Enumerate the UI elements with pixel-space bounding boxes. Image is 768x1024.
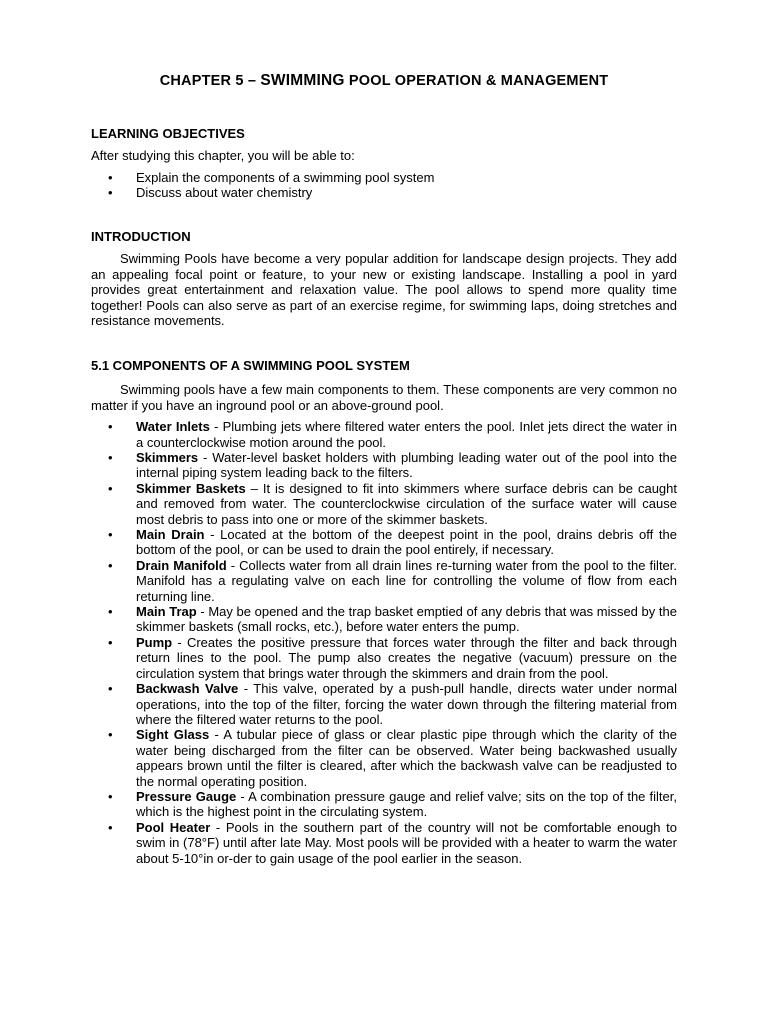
components-intro: Swimming pools have a few main components to them. These components are very common no matter if you have an inground pool or an above-ground pool. — [91, 382, 677, 413]
list-item — [136, 820, 677, 866]
component-term: Skimmers — [136, 450, 199, 465]
component-text: - Collects water from all drain lines re-turning water from the pool to the filter. Manifold has a regulating valve on each line for controlling the volume of flow from each returning line. — [136, 557, 678, 604]
component-text: - Located at the bottom of the deepest point in the pool, drains debris off the bottom of the pool, or can be used to drain the pool entirely, if necessary. — [136, 527, 677, 558]
list-item — [136, 727, 677, 789]
introduction-section — [91, 229, 677, 329]
list-item — [136, 789, 677, 820]
component-term: Pressure Gauge — [136, 788, 237, 804]
component-term: Sight Glass — [136, 727, 210, 743]
learning-objectives-list — [91, 170, 677, 201]
list-item: • Discuss about water chemistry — [136, 185, 677, 201]
learning-objectives-section — [91, 126, 677, 201]
component-term: Pool Heater — [136, 819, 211, 835]
list-item — [136, 635, 677, 681]
component-term: Pump — [136, 634, 173, 650]
component-term: Skimmer Baskets — [136, 480, 246, 496]
component-text: - Pools in the southern part of the country will not be comfortable enough to swim in (78°F) until after late May. Most pools will be provided with a heater to warm the water about 5-10°in or-der to gain usage of the pool earlier in the season. — [136, 819, 677, 866]
component-text: - Plumbing jets where filtered water enters the pool. Inlet jets direct the water in a counterclockwise motion around the pool. — [136, 419, 677, 450]
components-section — [91, 358, 677, 866]
component-text: - A tubular piece of glass or clear plastic pipe through which the clarity of the water being discharged from the filter can be observed. Water being backwashed usually appears brown until the filter is cleared, after which the backwash valve can be readjusted to the normal operating position. — [136, 727, 677, 789]
list-item: • Explain the components of a swimming pool system — [136, 170, 677, 186]
list-item — [136, 604, 677, 635]
introduction-heading: INTRODUCTION — [91, 229, 191, 244]
component-text: - A combination pressure gauge and relief valve; sits on the top of the filter, which is the highest point in the circulating system. — [136, 788, 677, 820]
chapter-title — [0, 72, 768, 90]
components-heading: 5.1 COMPONENTS OF A SWIMMING POOL SYSTEM — [91, 358, 410, 373]
list-item — [136, 419, 677, 450]
list-item — [136, 681, 677, 727]
learning-objectives-intro: After studying this chapter, you will be able to: — [91, 148, 355, 163]
components-list — [91, 419, 677, 866]
component-term: Main Trap — [136, 604, 197, 620]
component-text: - Water-level basket holders with plumbing leading water out of the pool into the internal piping system leading back to the filters. — [136, 450, 677, 481]
list-item — [136, 481, 677, 527]
component-term: Drain Manifold — [136, 557, 227, 573]
chapter-title-suffix: POOL OPERATION & MANAGEMENT — [344, 73, 609, 89]
chapter-title-prefix: CHAPTER 5 – — [159, 73, 261, 89]
list-item — [136, 558, 677, 604]
component-term: Main Drain — [136, 527, 205, 543]
list-item — [136, 450, 677, 481]
introduction-paragraph: Swimming Pools have become a very popular addition for landscape design projects. They add an appealing focal point or feature, to your new or existing landscape. Installing a pool in yard provides great entertainment and relaxation value. The pool allows to spend more quality time together! Pools can also serve as part of an exercise regime, for swimming laps, doing stretches and resistance movements. — [91, 251, 677, 329]
chapter-title-strong: SWIMMING — [260, 72, 345, 89]
component-text: - This valve, operated by a push-pull handle, directs water under normal operations, into the top of the filter, forcing the water down through the filtering material from where the filtered water returns to the pool. — [136, 681, 677, 727]
component-text: – It is designed to fit into skimmers where surface debris can be caught and removed from water. The counterclockwise circulation of the surface water will cause most debris to pass into one or more of the skimmer baskets. — [136, 480, 677, 527]
component-term: Backwash Valve — [136, 681, 239, 697]
component-text: - May be opened and the trap basket emptied of any debris that was missed by the skimmer baskets (small rocks, etc.), before water enters the pump. — [136, 604, 677, 635]
component-text: - Creates the positive pressure that forces water through the filter and back through return lines to the pool. The pump also creates the negative (vacuum) pressure on the circulation system that brings water through the skimmers and drain from the pool. — [136, 634, 677, 681]
component-term: Water Inlets — [136, 419, 210, 435]
list-item — [136, 527, 677, 558]
learning-objectives-heading: LEARNING OBJECTIVES — [91, 126, 245, 141]
